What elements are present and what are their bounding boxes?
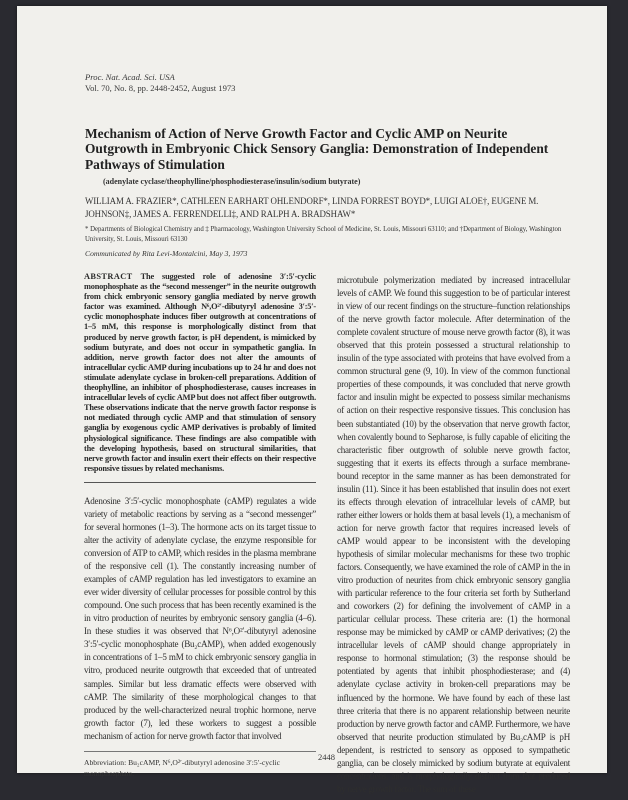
left-column <box>84 272 316 780</box>
body-right-column: microtubule polymerization mediated by increased intracellular levels of cAMP. We found this suggestion to be of particular interest in view of our recent findings on the structure–function relationships of the nerve growth factor molecule. After determination of the complete covalent structure of mouse nerve growth factor (8), it was observed that this protein possessed a structural relationship to insulin of the type associated with proteins that have evolved from a common structural gene (9, 10). In view of the common functional properties of these compounds, it was concluded that nerve growth factor and insulin might be expected to possess similar mechanisms of action on their respective responsive tissues. This conclusion has been substantiated (10) by the observation that nerve growth factor, when covalently bound to Sepharose, is fully capable of eliciting the characteristic fiber outgrowth of soluble nerve growth factor, suggesting that it exerts its effects through a surface membrane-bound receptor in the same manner as has been demonstrated for insulin (11). Since it has been established that insulin does not exert its effects through elevation of intracellular levels of cAMP, but rather either lowers or holds them at basal levels (1), a mechanism of action for nerve growth factor that requires increased levels of cAMP would appear to be inconsistent with the developing hypothesis of similar molecular mechanisms for these two trophic factors. Consequently, we have examined the role of cAMP in the in vitro production of neurites from chick embryonic sensory ganglia with particular reference to the four criteria set forth by Sutherland and coworkers (2) for defining the involvement of cAMP in a particular cellular process. These criteria are: (1) the hormonal response may be mimicked by cAMP or cAMP derivatives; (2) the intracellular levels of cAMP should change appropriately in response to hormonal stimulation; (3) the response should be potentiated by agents that inhibit phosphodiesterase; and (4) adenylate cyclase activity in broken-cell preparations may be influenced by the hormone. We have found by each of these last three criteria that there is no apparent relationship between neurite production by nerve growth factor and cAMP. Furthermore, we have observed that neurite production stimulated by Bu₂cAMP is pH dependent, is restricted to sensory as opposed to sympathetic ganglia, can be closely mimicked by sodium butyrate at equivalent concentrations, and is morphologically distinct from that produced by nerve growth factor. The sum of these <box>337 275 570 794</box>
keywords: (adenylate cyclase/theophylline/phosphodiesterase/insulin/sodium butyrate) <box>103 177 361 187</box>
footnote-divider <box>84 751 316 752</box>
journal-header <box>85 72 575 94</box>
page-number: 2448 <box>318 752 335 762</box>
footnote-abbreviation: Abbreviation: Bu₂cAMP, N⁶,O²′-dibutyryl adenosine 3′:5′-cyclic monophosphate. <box>84 757 281 779</box>
affiliations: * Departments of Biological Chemistry and ‡ Pharmacology, Washington University School of Medicine, St. Louis, Missouri 63110; and †Department of Biology, Washington University, St. Louis, Missouri 63130 <box>85 226 562 243</box>
journal-name: Proc. Nat. Acad. Sci. USA <box>85 72 175 82</box>
abstract <box>84 272 316 474</box>
paper-header <box>85 72 575 259</box>
abstract-text: The suggested role of adenosine 3′:5′-cyclic monophosphate as the “second messenger” in the neurite outgrowth from chick embryonic sensory ganglia mediated by nerve growth factor was examined. Although N⁶,O²′-dibutyryl adenosine 3′:5′-cyclic monophosphate induces fiber outgrowth at concentrations of 1–5 mM, this response is morphologically distinct from that produced by nerve growth factor, is pH dependent, is mimicked by sodium butyrate, and does not occur in sympathetic ganglia. In addition, nerve growth factor does not alter the amounts of intracellular cyclic AMP during incubations up to 24 hr and does not stimulate adenylate cyclase in broken-cell preparations. Addition of theophylline, an inhibitor of phosphodiesterase, causes increases in intracellular levels of cyclic AMP but does not affect fiber outgrowth. These observations indicate that the nerve growth factor response is not mediated through cyclic AMP and that stimulation of sensory ganglia by exogenous cyclic AMP derivatives is probably of limited physiological significance. These findings are also compatible with the developing hypothesis, based on structural similarities, that nerve growth factor and insulin exert their effects on their respective responsive tissues by related mechanisms. <box>84 272 316 473</box>
body-left-column: Adenosine 3′:5′-cyclic monophosphate (cAMP) regulates a wide variety of metabolic reactions by serving as a “second messenger” for several hormones (1–3). The hormone acts on its target tissue to alter the activity of adenylate cyclase, the enzyme responsible for conversion of ATP to cAMP, which resides in the plasma membrane of the responsive cell (1). The constantly increasing number of examples of cAMP regulation has led investigators to examine an ever wider diversity of cellular processes for possible control by this compound. One such process that has been recently examined is the in vitro production of neurites by embryonic sensory ganglia (4–6). In these studies it was observed that N⁶,O²′-dibutyryl adenosine 3′:5′-cyclic monophosphate (Bu₂cAMP), when added exogenously in concentrations of 1–5 mM to chick embryonic sensory ganglia in vitro, produced neurite outgrowth that exceeded that of untreated samples. Similar but less dramatic effects were observed with cAMP. The similarity of these morphological changes to that produced by the well-characterized neural trophic hormone, nerve growth factor (7), led these workers to suggest a possible mechanism of action for nerve growth factor that involved <box>84 495 316 741</box>
authors: WILLIAM A. FRAZIER*, CATHLEEN EARHART OHLENDORF*, LINDA FORREST BOYD*, LUIGI ALOE†, EUGENE M. JOHNSON‡, JAMES A. FERRENDELLI‡, AND RALPH A. BRADSHAW* <box>85 196 539 219</box>
paper-page <box>17 6 607 794</box>
communicated-by: Communicated by Rita Levi-Montalcini, May 3, 1973 <box>85 249 248 259</box>
abstract-divider <box>84 482 316 483</box>
abstract-label: ABSTRACT <box>84 272 133 281</box>
paper-title: Mechanism of Action of Nerve Growth Factor and Cyclic AMP on Neurite Outgrowth in Embryonic Chick Sensory Ganglia: Demonstration of Independent Pathways of Stimulation <box>85 126 549 172</box>
volume-line: Vol. 70, No. 8, pp. 2448-2452, August 1973 <box>85 83 236 93</box>
